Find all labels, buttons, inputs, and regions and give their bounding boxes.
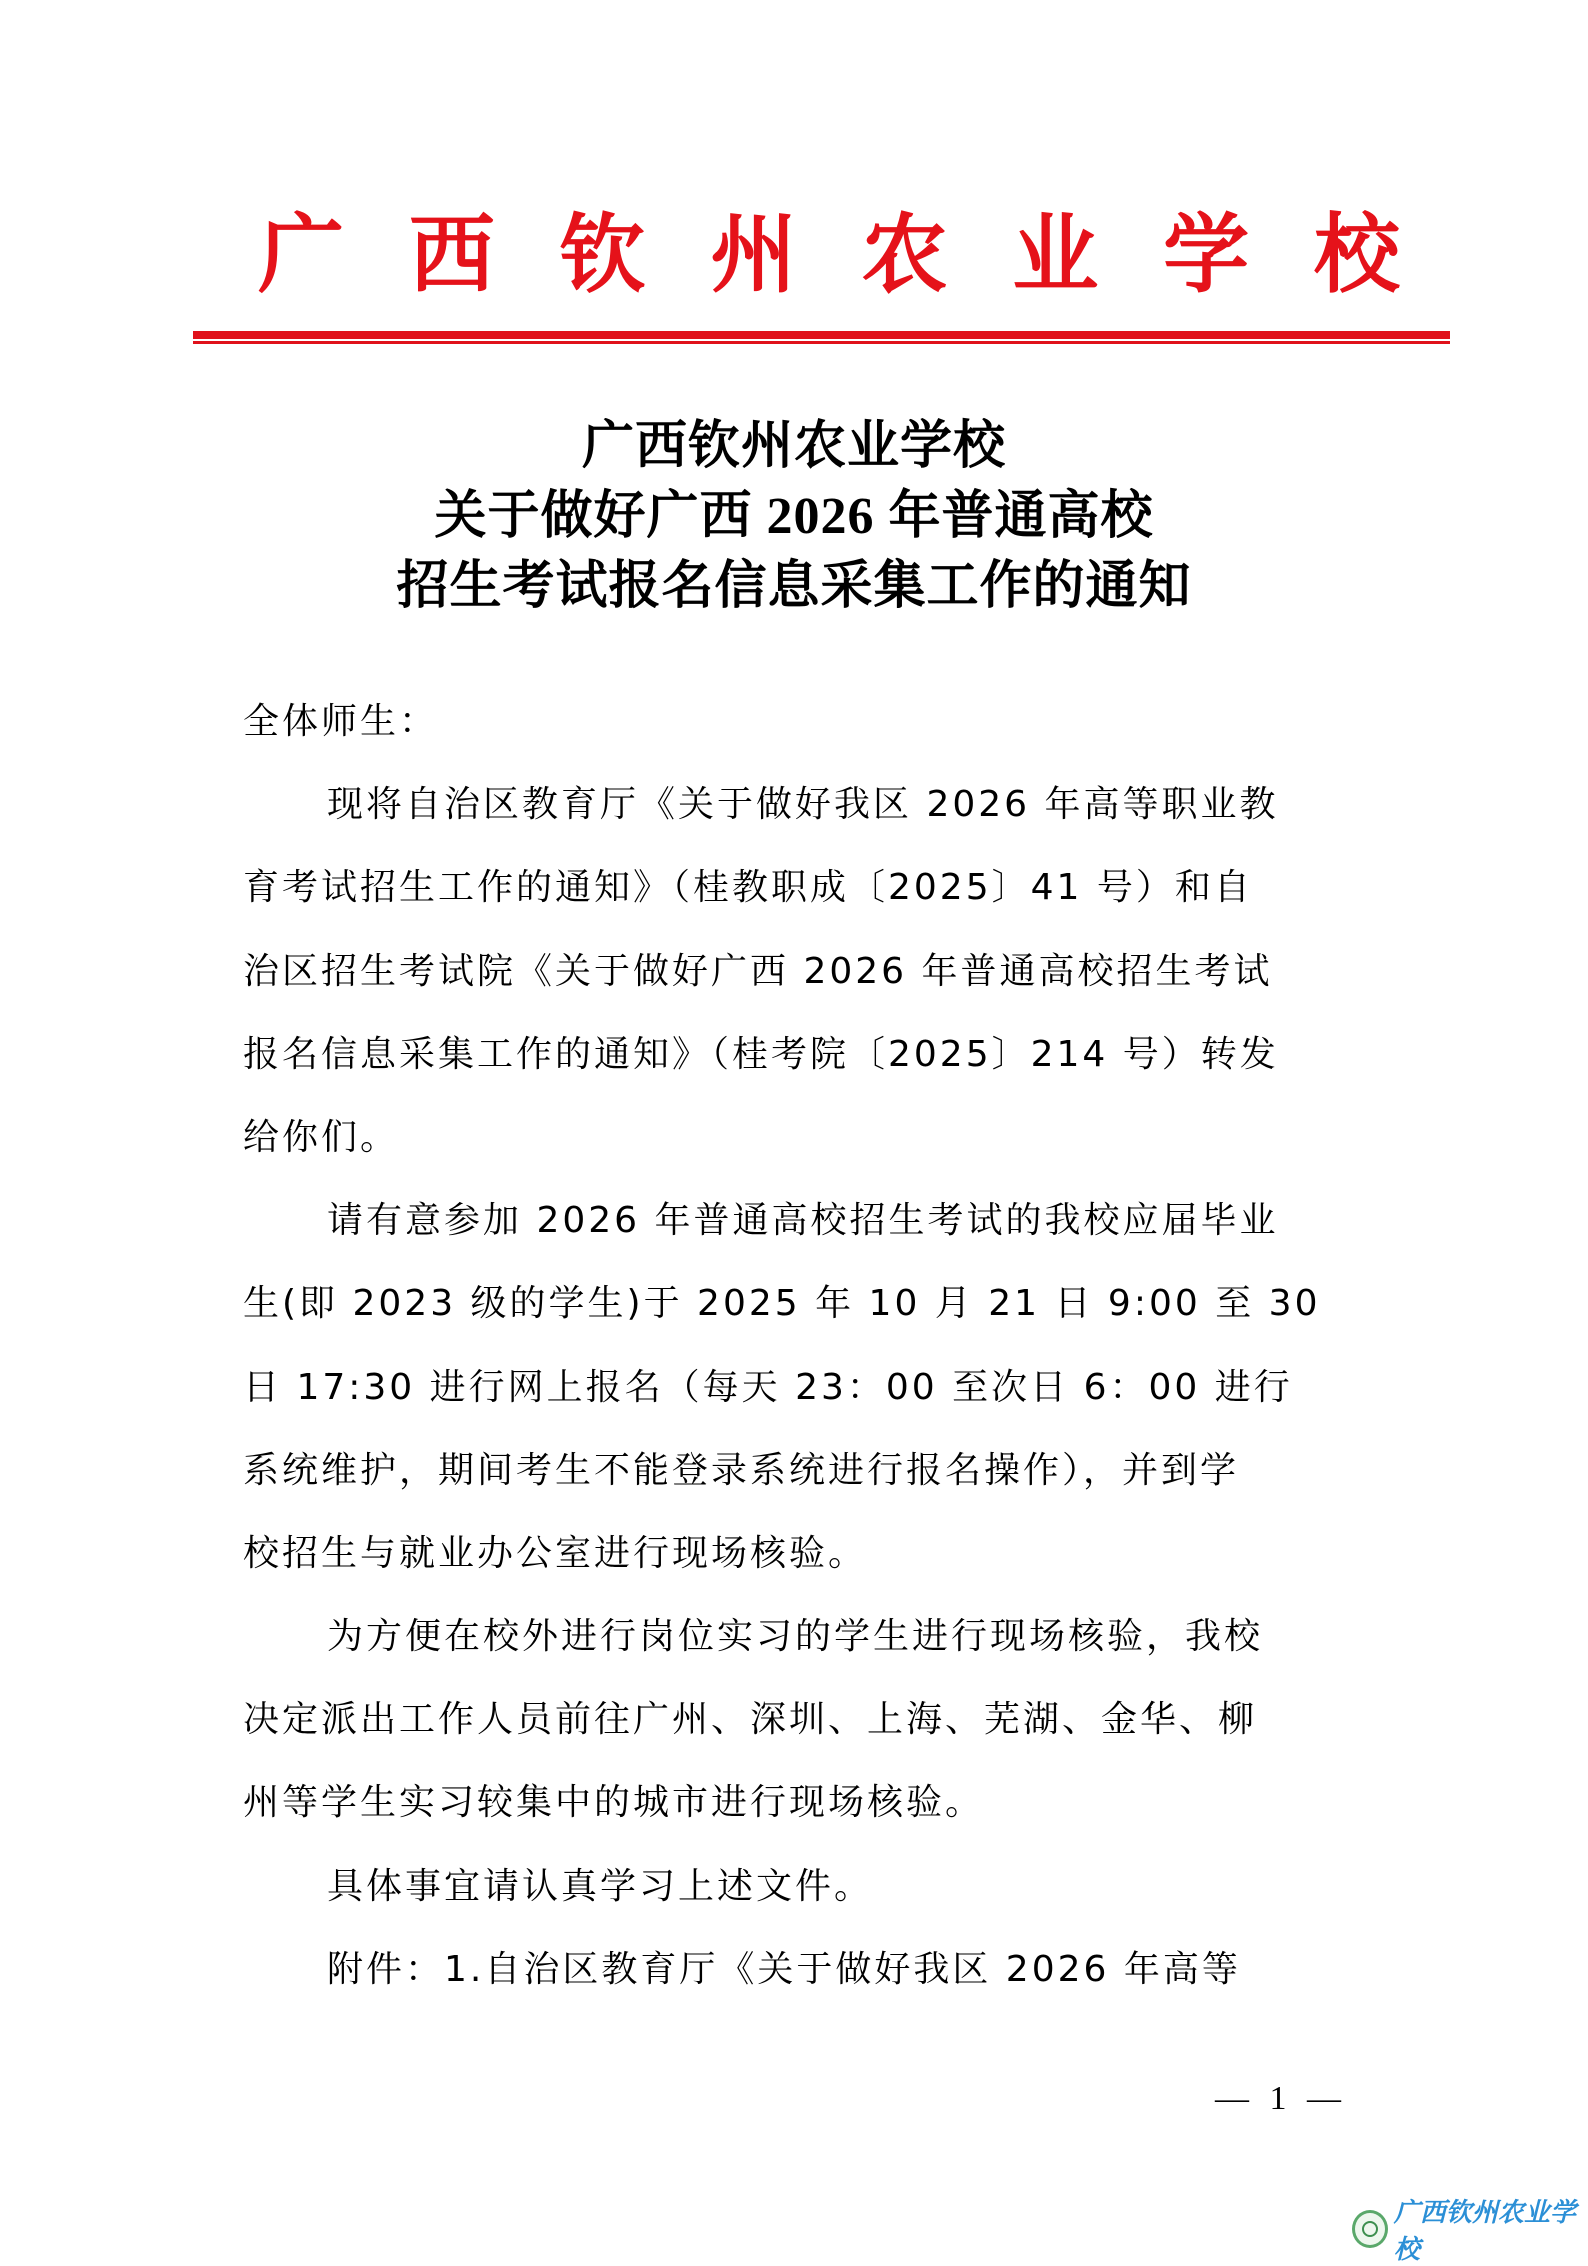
body-line: 请有意参加 2026 年普通高校招生考试的我校应届毕业 bbox=[327, 1200, 1279, 1242]
body-line: 生(即 2023 级的学生)于 2025 年 10 月 21 日 9:00 至 30 bbox=[243, 1283, 1321, 1325]
body-line: 为方便在校外进行岗位实习的学生进行现场核验，我校 bbox=[327, 1616, 1264, 1658]
body-line: 给你们。 bbox=[243, 1116, 400, 1158]
letterhead-char: 业 bbox=[1012, 204, 1099, 305]
attachment-line: 附件：1.自治区教育厅《关于做好我区 2026 年高等 bbox=[327, 1948, 1241, 1990]
body-line: 报名信息采集工作的通知》（桂考院〔2025〕214 号）转发 bbox=[243, 1033, 1279, 1075]
letterhead-char: 校 bbox=[1313, 204, 1400, 305]
body-line: 日 17:30 进行网上报名（每天 23：00 至次日 6：00 进行 bbox=[243, 1366, 1293, 1408]
title-line: 广西钦州农业学校 bbox=[581, 418, 1006, 475]
document-title bbox=[0, 412, 1588, 622]
letterhead-divider-thick bbox=[193, 331, 1450, 339]
page-number: — 1 — bbox=[1215, 2080, 1347, 2117]
body-line: 育考试招生工作的通知》（桂教职成〔2025〕41 号）和自 bbox=[243, 867, 1253, 909]
letterhead-char: 农 bbox=[861, 204, 948, 305]
school-emblem-icon bbox=[1352, 2210, 1388, 2248]
letterhead-char: 广 bbox=[258, 204, 344, 305]
document-body bbox=[243, 680, 1343, 2011]
body-line: 现将自治区教育厅《关于做好我区 2026 年高等职业教 bbox=[327, 784, 1279, 826]
letterhead-char: 州 bbox=[710, 204, 797, 305]
footer-watermark bbox=[1352, 2192, 1588, 2266]
letterhead-divider-thin bbox=[193, 341, 1450, 344]
body-line: 州等学生实习较集中的城市进行现场核验。 bbox=[243, 1782, 985, 1824]
body-line: 校招生与就业办公室进行现场核验。 bbox=[243, 1532, 868, 1574]
letterhead bbox=[193, 195, 1450, 315]
body-line: 治区招生考试院《关于做好广西 2026 年普通高校招生考试 bbox=[243, 950, 1273, 992]
salutation: 全体师生： bbox=[243, 701, 439, 742]
body-line: 决定派出工作人员前往广州、深圳、上海、芜湖、金华、柳 bbox=[243, 1699, 1258, 1741]
watermark-text: 广西钦州农业学校 bbox=[1393, 2198, 1576, 2265]
letterhead-char: 学 bbox=[1163, 204, 1250, 305]
title-line: 关于做好广西 2026 年普通高校 bbox=[434, 488, 1154, 545]
body-line: 具体事宜请认真学习上述文件。 bbox=[327, 1865, 874, 1907]
letterhead-char: 西 bbox=[408, 204, 495, 305]
letterhead-char: 钦 bbox=[559, 204, 646, 305]
title-line: 招生考试报名信息采集工作的通知 bbox=[396, 558, 1192, 615]
body-line: 系统维护，期间考生不能登录系统进行报名操作），并到学 bbox=[243, 1449, 1240, 1491]
